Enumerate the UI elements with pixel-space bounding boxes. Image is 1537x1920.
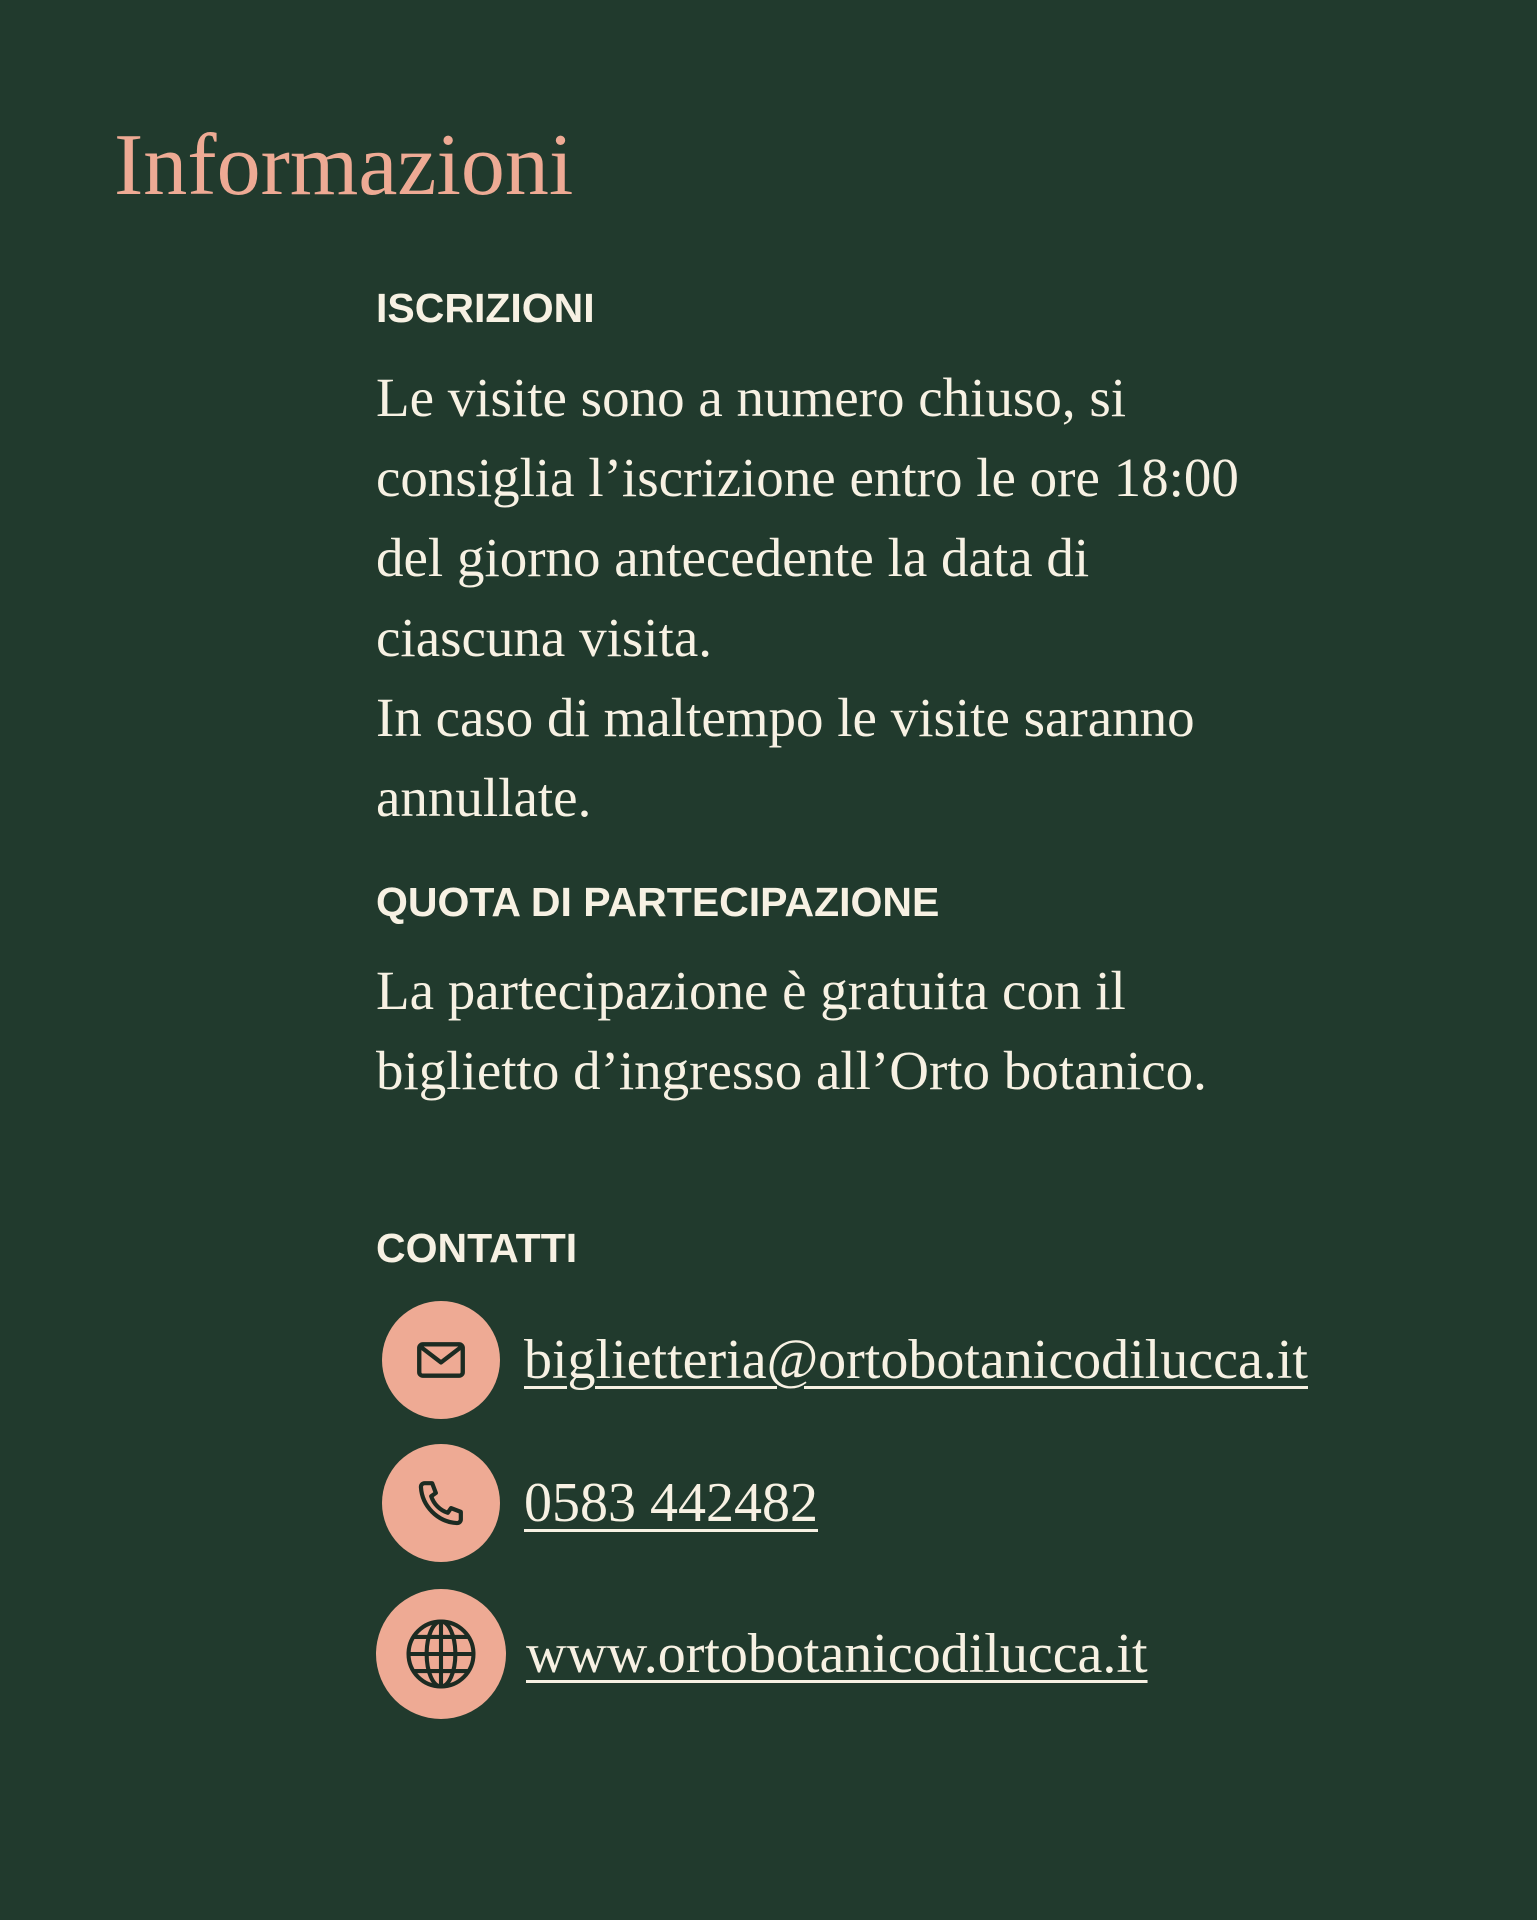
phone-icon [382,1444,500,1562]
website-link[interactable]: www.ortobotanicodilucca.it [526,1623,1148,1685]
page-title: Informazioni [114,117,574,214]
email-link[interactable]: biglietteria@ortobotanicodilucca.it [524,1329,1308,1391]
quota-text: La partecipazione è gratuita con il biglietto d’ingresso all’Orto botanico. [376,960,1207,1101]
phone-link[interactable]: 0583 442482 [524,1472,818,1534]
email-contact[interactable] [376,1301,1308,1419]
website-contact[interactable] [376,1589,1148,1719]
section-heading-iscrizioni: ISCRIZIONI [376,285,595,331]
section-heading-quota: QUOTA DI PARTECIPAZIONE [376,879,940,925]
phone-contact[interactable] [376,1444,818,1562]
section-heading-contatti: CONTATTI [376,1225,578,1271]
globe-icon [376,1589,506,1719]
mail-icon [382,1301,500,1419]
iscrizioni-text: Le visite sono a numero chiuso, si consiglia l’iscrizione entro le ore 18:00 del giorno antecedente la data di ciascuna visita. In caso di maltempo le visite saranno annullate. [376,367,1239,828]
